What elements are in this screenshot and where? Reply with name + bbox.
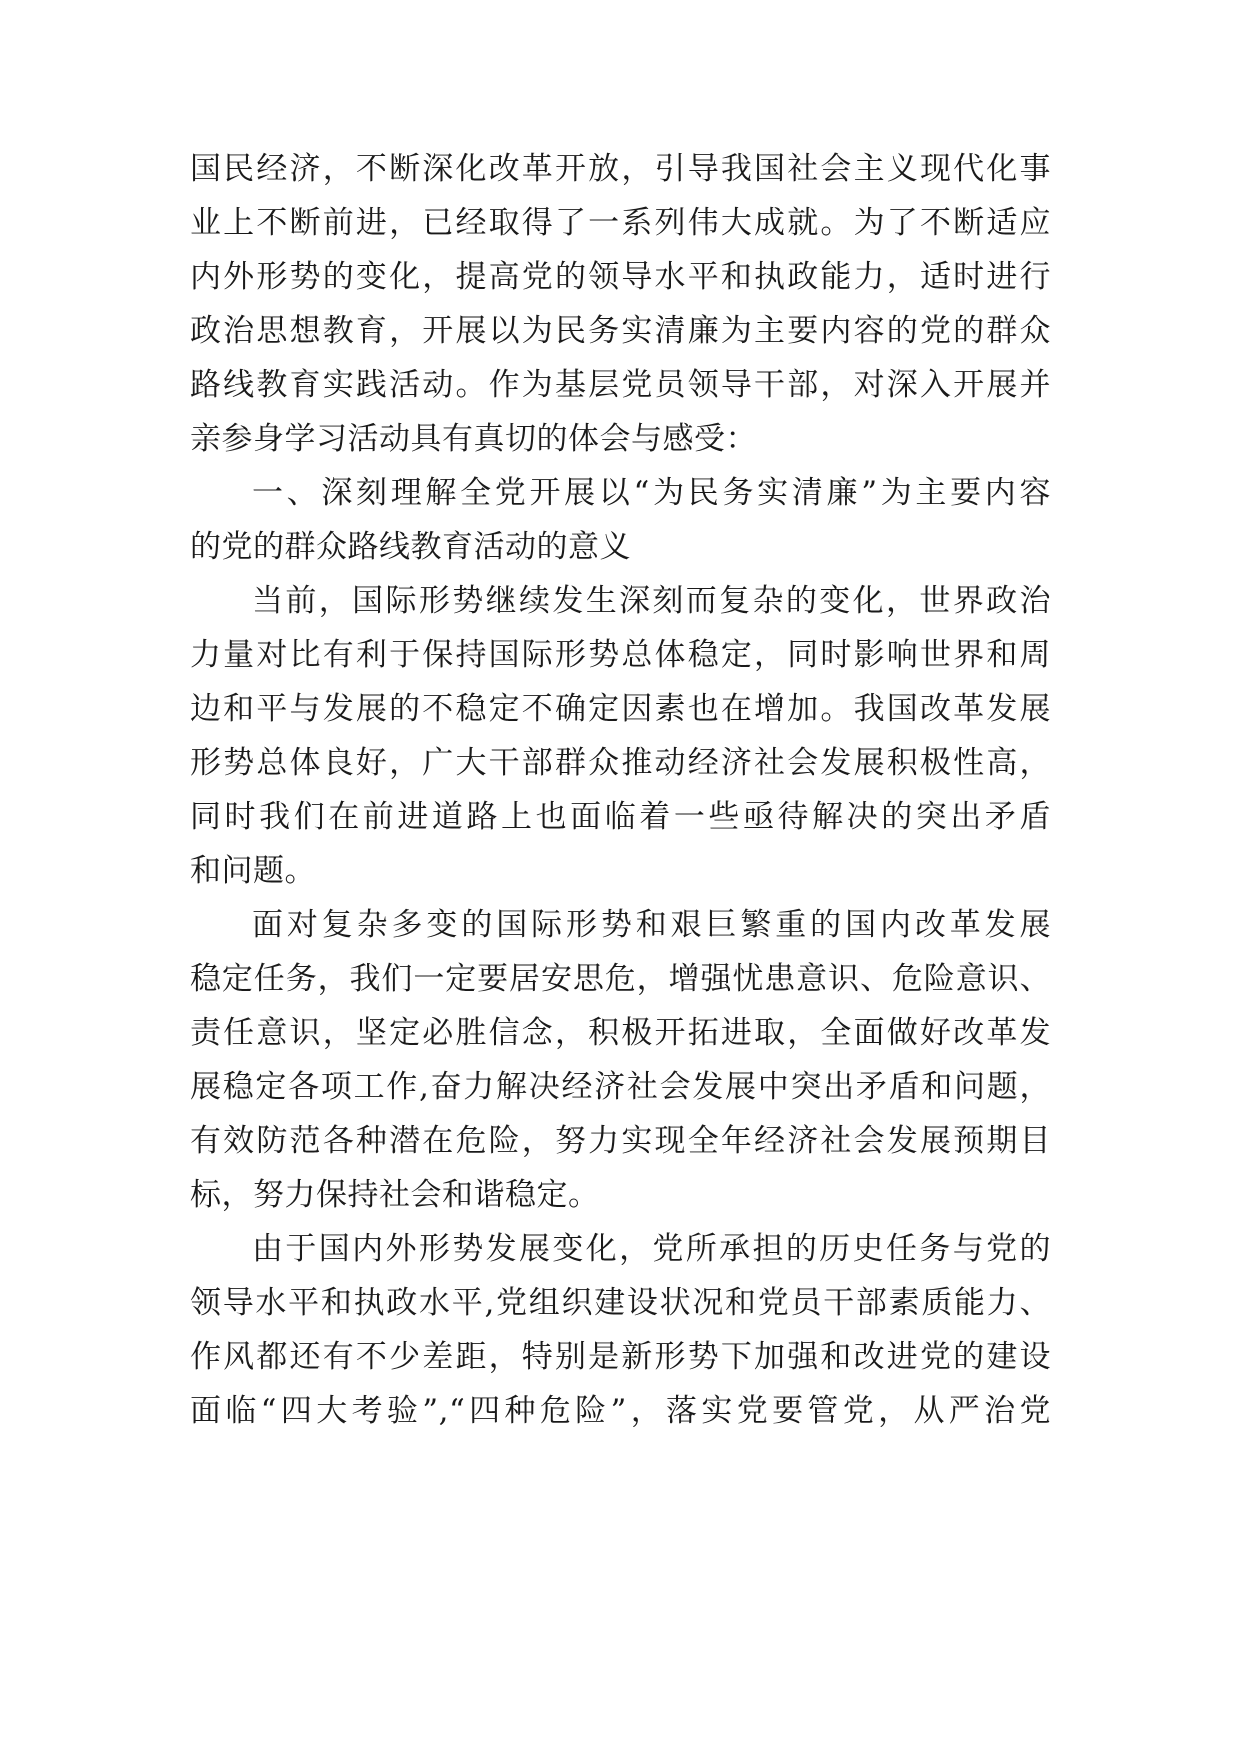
text-line: 路线教育实践活动。作为基层党员领导干部，对深入开展并: [190, 367, 1051, 403]
text-line: 和问题。: [190, 853, 316, 889]
text-line: 政治思想教育，开展以为民务实清廉为主要内容的党的群众: [190, 313, 1051, 349]
text-line: 同时我们在前进道路上也面临着一些亟待解决的突出矛盾: [190, 799, 1051, 835]
text-line: 业上不断前进，已经取得了一系列伟大成就。为了不断适应: [190, 205, 1051, 241]
section-heading-line: 一、深刻理解全党开展以“为民务实清廉”为主要内容: [252, 475, 1051, 511]
text-line: 内外形势的变化，提高党的领导水平和执政能力，适时进行: [190, 259, 1051, 295]
text-line: 面临“四大考验”,“四种危险”，落实党要管党，从严治党: [190, 1393, 1051, 1429]
text-line: 当前，国际形势继续发生深刻而复杂的变化，世界政治: [252, 583, 1051, 619]
text-line: 力量对比有利于保持国际形势总体稳定，同时影响世界和周: [190, 637, 1051, 673]
text-line: 领导水平和执政水平,党组织建设状况和党员干部素质能力、: [190, 1285, 1051, 1321]
text-line: 形势总体良好，广大干部群众推动经济社会发展积极性高，: [190, 745, 1051, 781]
text-line: 由于国内外形势发展变化，党所承担的历史任务与党的: [252, 1231, 1051, 1267]
text-line: 面对复杂多变的国际形势和艰巨繁重的国内改革发展: [252, 907, 1051, 943]
text-line: 有效防范各种潜在危险，努力实现全年经济社会发展预期目: [190, 1123, 1051, 1159]
text-line: 作风都还有不少差距，特别是新形势下加强和改进党的建设: [190, 1339, 1051, 1375]
text-line: 亲参身学习活动具有真切的体会与感受：: [190, 421, 757, 457]
text-line: 稳定任务，我们一定要居安思危，增强忧患意识、危险意识、: [190, 961, 1051, 997]
text-line: 展稳定各项工作,奋力解决经济社会发展中突出矛盾和问题，: [190, 1069, 1051, 1105]
text-line: 标，努力保持社会和谐稳定。: [190, 1177, 600, 1213]
text-line: 责任意识，坚定必胜信念，积极开拓进取，全面做好改革发: [190, 1015, 1051, 1051]
text-line: 国民经济，不断深化改革开放，引导我国社会主义现代化事: [190, 151, 1051, 187]
text-line: 边和平与发展的不稳定不确定因素也在增加。我国改革发展: [190, 691, 1051, 727]
section-heading-line: 的党的群众路线教育活动的意义: [190, 529, 631, 565]
